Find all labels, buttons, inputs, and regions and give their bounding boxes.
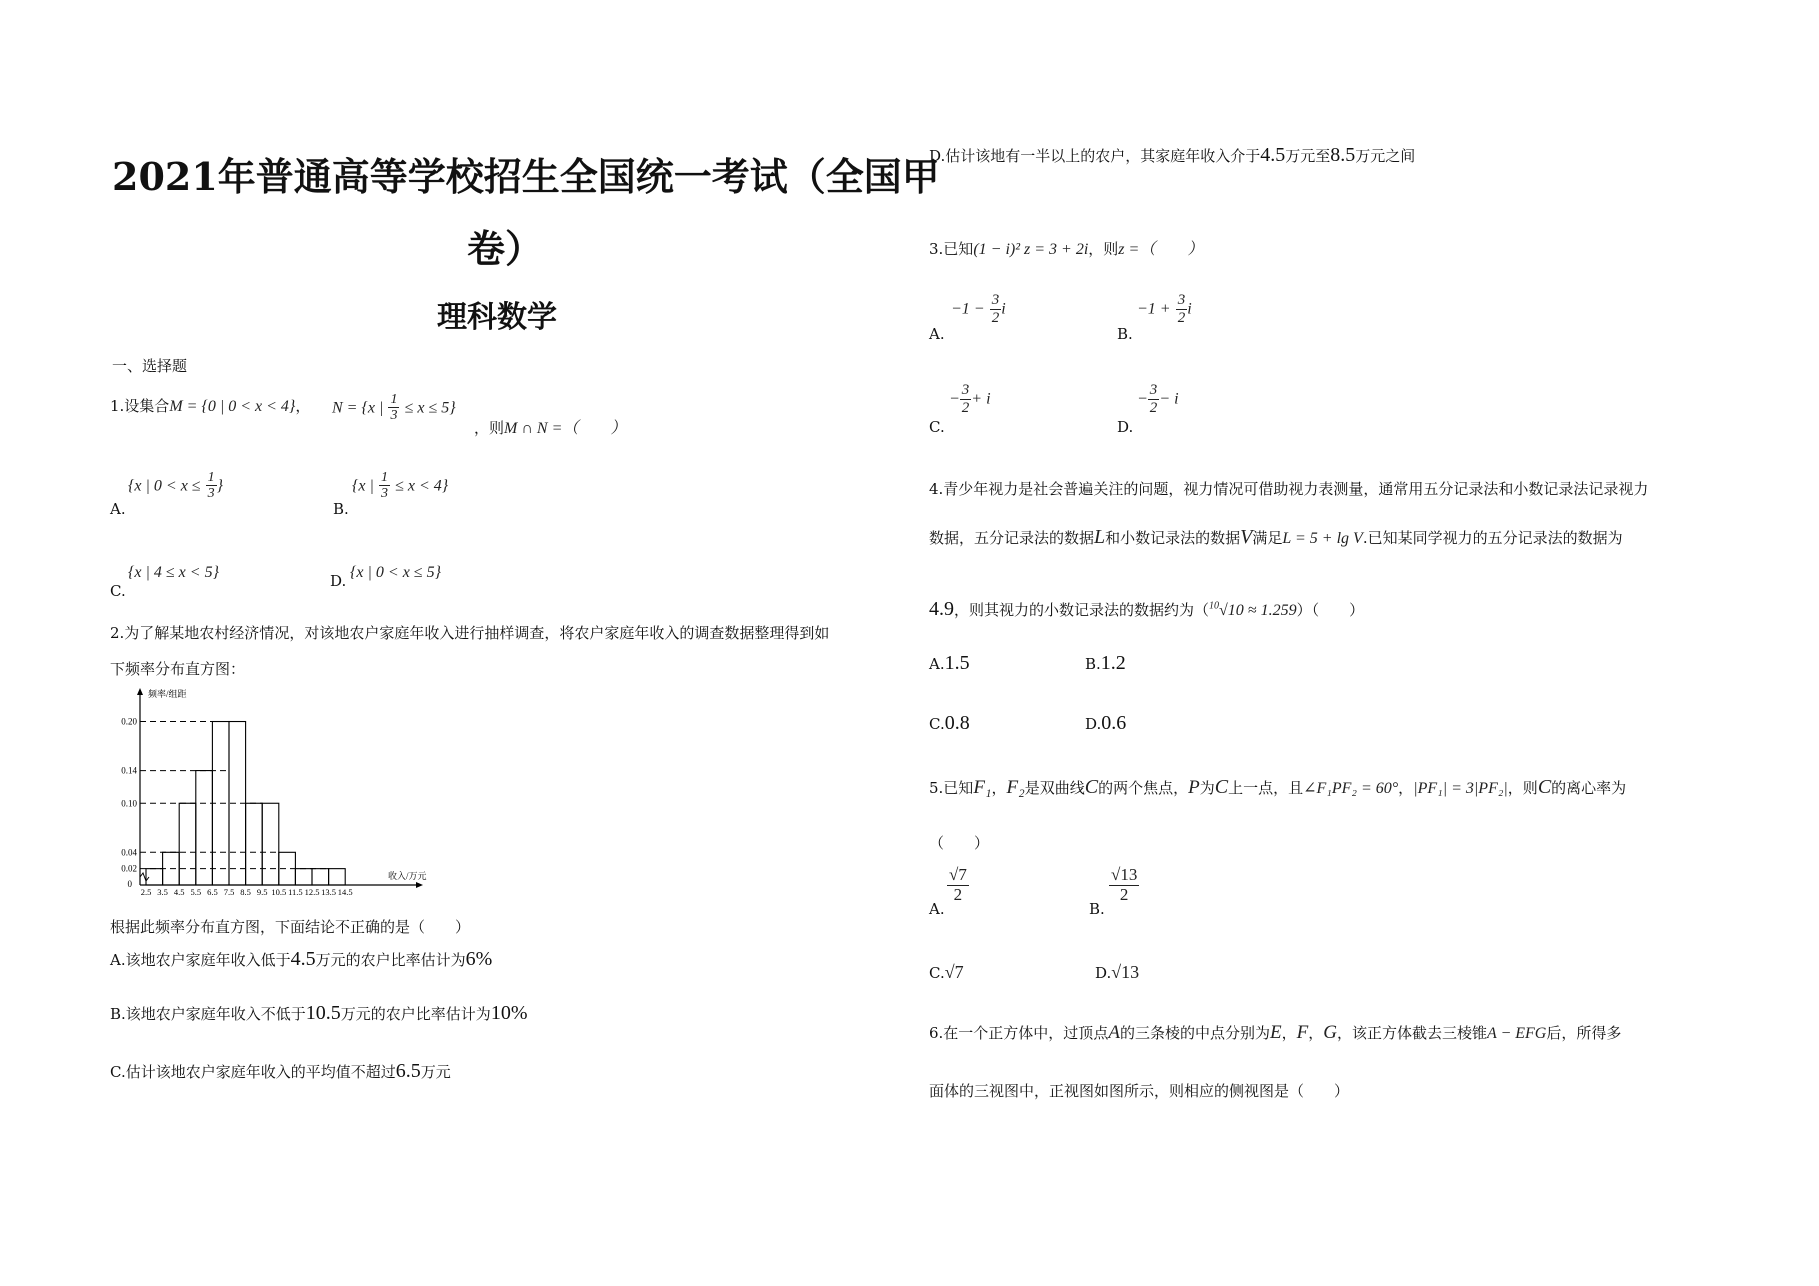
q5-B-fraction [1109,866,1139,904]
q4-l3-a: ，则其视力的小数记录法的数据约为（ [954,601,1210,619]
histogram-bar [329,869,346,885]
q1-N-fraction [388,392,399,424]
exam-title-line2: 卷） [467,226,544,271]
q2-C-pre: C.估计该地农户家庭年收入的平均值不超过 [110,1063,396,1081]
q3-B-fraction [1176,292,1188,326]
q5-b: 是双曲线 [1024,779,1085,797]
q4-root-index: 10 [1209,600,1220,612]
q2-D-post: 万元之间 [1355,147,1416,165]
q1-set-N [332,392,456,424]
q4-B-label: B. [1085,655,1101,673]
q3-option-D-label: D. [1117,418,1134,436]
q5-option-A-label: A. [929,900,945,918]
q3-A-pre: −1 − [951,300,985,318]
q1-N-den: 3 [390,408,398,424]
q5-a: 5.已知 [929,779,974,797]
q5-angle: ∠F₁PF₂ = 60° [1303,780,1399,797]
q1-A-post: } [216,477,224,495]
q1-option-A [128,470,223,502]
q3-B-den: 2 [1177,309,1186,326]
q6-G: G [1323,1022,1337,1043]
q2-question: 根据此频率分布直方图，下面结论不正确的是（ ） [110,918,471,936]
q5-F1: F₁ [973,777,992,798]
q6-line2: 面体的三视图中，正视图如图所示，则相应的侧视图是（ ） [929,1082,1350,1100]
q5-C3: C [1537,776,1552,798]
q1-option-B-label: B. [333,500,349,518]
q5-option-A [947,866,969,904]
x-tick-label: 14.5 [337,887,353,897]
q1-set-M: M = {0 | 0 < x < 4} [169,398,296,415]
exam-subtitle: 理科数学 [437,300,557,335]
q3-option-A [951,292,1006,326]
q4-D-label: D. [1085,715,1102,733]
q2-A-pre: A.该地农户家庭年收入低于 [110,951,291,969]
x-tick-label: 13.5 [321,887,337,897]
q3-A-post: i [1001,300,1006,318]
q1-option-C: {x | 4 ≤ x < 5} [128,564,219,581]
q5-relation: |PF₁| = 3|PF₂| [1413,780,1508,797]
q4-formula: L = 5 + lg V [1282,530,1363,547]
q4-var-L: L [1094,526,1106,548]
q1-A-num: 1 [207,470,215,485]
q4-l2-b: 和小数记录法的数据 [1105,529,1241,547]
x-tick-label: 8.5 [240,887,251,897]
q3-C-pre: − [949,390,960,408]
q3-pre: 3.已知 [929,240,974,258]
q2-A-value2: 6% [465,948,493,970]
q3-D-num: 3 [1149,382,1158,398]
q2-D-mid: 万元至 [1285,147,1331,165]
q2-A-value1: 4.5 [290,948,316,970]
x-tick-label: 11.5 [288,887,303,897]
q1-A-pre: {x | 0 < x ≤ [128,477,201,495]
x-axis-arrow [416,882,423,888]
q2-stem-line2: 下频率分布直方图： [110,660,246,678]
q5-paren: （ ） [929,834,990,852]
q2-B-value1: 10.5 [305,1002,341,1024]
q4-l2-d: .已知某同学视力的五分记录法的数据为 [1362,529,1623,547]
q5-d: 为 [1199,779,1215,797]
q5-B-den: 2 [1119,884,1129,904]
q4-option-D [1085,712,1126,735]
q5-option-C [929,962,964,983]
q1-option-D-label: D. [330,572,347,590]
q1-N-pre: N = {x | [332,399,384,417]
q3-A-num: 3 [991,292,1000,308]
q3-B-pre: −1 + [1137,300,1171,318]
q5-D-label: D. [1095,964,1112,982]
x-tick-label: 12.5 [304,887,320,897]
q3-C-fraction [960,382,972,416]
axis-break [140,873,149,881]
q1-comma: ， [295,397,311,415]
q1-B-pre: {x | [352,477,374,495]
q3-option-A-label: A. [929,325,945,343]
histogram-bar [295,869,312,885]
q6-vertex-A: A [1108,1022,1120,1043]
q5-B-num: √13 [1111,865,1138,884]
q3-D-pre: − [1137,390,1148,408]
histogram-bar [196,771,213,885]
q4-var-V: V [1240,526,1253,548]
exam-title-line1: 2021年普通高等学校招生全国统一考试（全国甲 [112,154,940,199]
q5-A-den: 2 [953,884,963,904]
q1-option-C-label: C. [110,582,126,600]
q5-C2: C [1214,776,1229,798]
q2-D-pre: D.估计该地有一半以上的农户，其家庭年收入介于 [929,147,1261,165]
q1-option-A-label: A. [110,500,126,518]
q5-c: 的两个焦点， [1098,779,1189,797]
q4-option-A [929,652,970,675]
q3-option-B [1137,292,1192,326]
y-tick-label: 0.14 [121,765,137,776]
q5-P: P [1188,777,1200,798]
q3-expression: (1 − i)² z = 3 + 2i [973,241,1089,258]
histogram-bar [312,869,329,885]
q3-tail: z =（ ） [1118,241,1204,258]
q2-option-D [929,144,1415,167]
q3-C-num: 3 [961,382,970,398]
q1-stem-suffix: ，则 [474,419,505,437]
histogram-bar [179,803,196,885]
x-tick-label: 9.5 [256,887,268,897]
q6-c: ，该正方体截去三棱锥 [1336,1024,1487,1042]
q5-C: C [1084,776,1099,798]
q1-N-post: ≤ x ≤ 5} [404,399,456,417]
q4-B-value: 1.2 [1100,652,1126,674]
q4-l2-c: 满足 [1252,529,1283,547]
q4-l2-a: 数据，五分记录法的数据 [929,529,1095,547]
q5-A-num: √7 [949,865,967,884]
histogram-bar [146,869,163,885]
q3-option-C [949,382,991,416]
x-tick-label: 6.5 [207,887,218,897]
q4-A-value: 1.5 [944,652,970,674]
origin-label: 0 [127,879,132,889]
q3-A-den: 2 [991,309,1000,326]
q5-C-label: C. [929,964,945,982]
q5-C-value: √7 [944,962,964,982]
q4-line1: 4.青少年视力是社会普遍关注的问题，视力情况可借助视力表测量，通常用五分记录法和小数记录法记录视力 [929,480,1649,498]
q4-C-value: 0.8 [944,712,970,734]
q2-stem-line1: 2.为了解某地农村经济情况，对该地农户家庭年收入进行抽样调查，将农户家庭年收入的调查数据整理得到如 [110,624,830,642]
q4-root-expression: √10 ≈ 1.259 [1219,602,1297,619]
q2-B-pre: B.该地农户家庭年收入不低于 [110,1005,306,1023]
q3-option-C-label: C. [929,418,945,436]
q5-e: 上一点，且 [1228,779,1304,797]
q1-A-fraction [206,470,217,502]
x-tick-label: 3.5 [157,887,168,897]
q5-option-B [1109,866,1139,904]
q6-sep2: ， [1308,1024,1324,1042]
q1-B-den: 3 [381,486,388,502]
q2-option-A [110,948,492,971]
q1-option-D: {x | 0 < x ≤ 5} [350,564,441,581]
q2-D-value2: 8.5 [1330,144,1356,166]
q1-B-post: ≤ x < 4} [395,477,449,495]
q6-d: 后，所得多 [1546,1024,1622,1042]
histogram-bar [262,803,279,885]
q4-value: 4.9 [929,598,954,620]
q2-D-value1: 4.5 [1260,144,1286,166]
q3-D-post: − i [1159,390,1179,408]
q4-option-B [1085,652,1126,675]
q1-N-num: 1 [390,392,398,407]
q4-A-label: A. [929,655,945,673]
q3-option-D [1137,382,1179,416]
q5-sep: ， [991,779,1007,797]
q3-D-fraction [1148,382,1160,416]
q6-E: E [1269,1022,1282,1043]
q6-line1 [929,1022,1621,1044]
x-tick-label: 2.5 [140,887,152,897]
q2-C-value1: 6.5 [395,1060,421,1082]
q4-D-value: 0.6 [1101,712,1127,734]
x-axis-label: 收入/万元 [388,871,427,881]
q5-line1 [929,776,1626,799]
y-axis-label: 频率/组距 [148,689,187,699]
q3-option-B-label: B. [1117,325,1133,343]
q3-D-den: 2 [1149,399,1158,416]
y-tick-label: 0.10 [121,798,137,809]
q2-A-mid: 万元的农户比率估计为 [315,951,466,969]
q6-a: 6.在一个正方体中，过顶点 [929,1024,1109,1042]
q3-C-den: 2 [961,399,970,416]
q4-line2 [929,526,1623,549]
x-tick-label: 10.5 [271,887,287,897]
q6-F: F [1296,1022,1309,1043]
q4-l3-b: ）（ ） [1296,601,1365,619]
q2-option-B [110,1002,527,1025]
x-tick-label: 5.5 [190,887,202,897]
q5-option-D [1095,962,1139,983]
y-tick-label: 0.20 [121,716,137,727]
q3-B-post: i [1187,300,1192,318]
q2-B-value2: 10% [490,1002,528,1024]
q2-B-mid: 万元的农户比率估计为 [340,1005,491,1023]
q3-C-post: + i [971,390,991,408]
q5-g: 的离心率为 [1551,779,1627,797]
q1-option-B [352,470,448,502]
q1-stem-prefix: 1.设集合 [110,397,170,415]
q5-F2: F₂ [1006,777,1025,798]
y-axis-arrow [137,688,143,695]
q6-pyramid: A − EFG [1486,1025,1547,1042]
y-tick-label: 0.04 [121,847,137,858]
q1-A-den: 3 [207,486,215,502]
section-label: 一、选择题 [112,357,188,375]
q5-comma: ， [1398,779,1414,797]
q5-D-value: √13 [1111,962,1140,982]
q3-B-num: 3 [1177,292,1186,308]
q4-option-C [929,712,970,735]
q4-C-label: C. [929,715,945,733]
x-tick-label: 7.5 [223,887,235,897]
q5-A-fraction [947,866,969,904]
q1-stem-end [474,415,626,438]
q2-option-C [110,1060,451,1083]
question-3 [929,236,1203,259]
q1-B-fraction [379,470,390,502]
q1-stem-tail: M ∩ N =（ ） [504,420,627,437]
q3-mid: ，则 [1088,240,1119,258]
q1-B-num: 1 [381,470,388,485]
q5-f: ，则 [1507,779,1538,797]
frequency-histogram [120,685,440,900]
histogram-bar [246,803,263,885]
x-tick-label: 4.5 [173,887,185,897]
q2-C-post: 万元 [420,1063,451,1081]
q5-option-B-label: B. [1089,900,1105,918]
question-1 [110,395,310,416]
q4-line3 [929,598,1364,621]
q3-A-fraction [990,292,1002,326]
q6-sep1: ， [1281,1024,1297,1042]
y-tick-label: 0.02 [121,863,137,874]
q6-b: 的三条棱的中点分别为 [1119,1024,1270,1042]
